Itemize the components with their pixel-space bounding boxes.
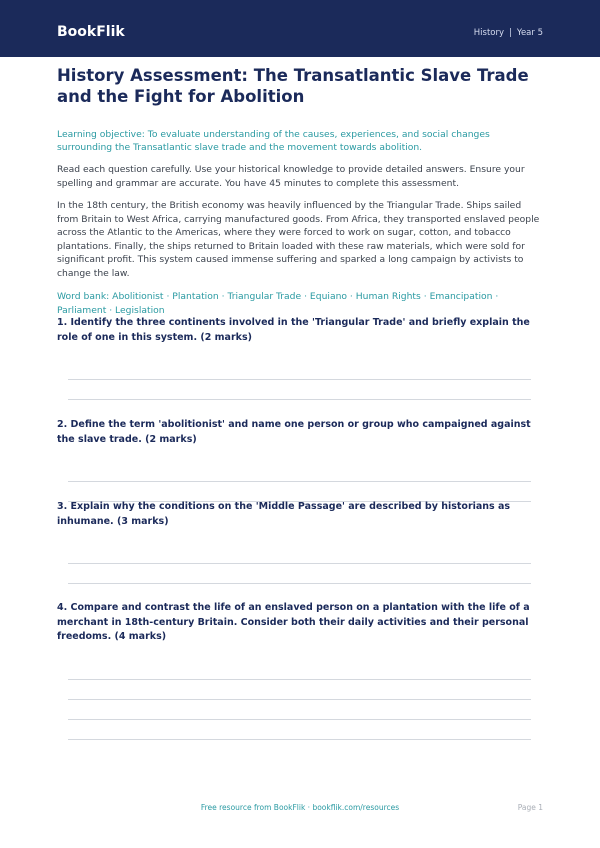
- document-intro: [57, 65, 543, 317]
- year-label: Year 5: [516, 28, 543, 38]
- footer-credit-link[interactable]: Free resource from BookFlik · bookflik.com/resources: [200, 803, 400, 812]
- header-separator: |: [509, 28, 512, 38]
- answer-line[interactable]: [68, 583, 531, 584]
- answer-line[interactable]: [68, 481, 531, 482]
- instructions-paragraph: Read each question carefully. Use your historical knowledge to provide detailed answers. Ensure your spelling and grammar are accurate. You have 45 minutes to complete this assessment.: [57, 164, 525, 189]
- answer-line[interactable]: [68, 399, 531, 400]
- answer-line[interactable]: [68, 739, 531, 740]
- question-3: 3. Explain why the conditions on the 'Middle Passage' are described by historians as inhumane. (3 marks): [57, 501, 511, 527]
- learning-objective: Learning objective: To evaluate understanding of the causes, experiences, and social changes surrounding the Transatlantic slave trade and the movement towards abolition.: [57, 129, 490, 153]
- question-2: 2. Define the term 'abolitionist' and name one person or group who campaigned against the slave trade. (2 marks): [57, 419, 531, 445]
- page-header: [0, 0, 600, 57]
- subject-label: History: [473, 28, 505, 38]
- answer-line[interactable]: [68, 563, 531, 564]
- context-paragraph: In the 18th century, the British economy was heavily influenced by the Triangular Trade. Ships sailed from Britain to West Africa, carrying manufactured goods. From Africa, they transported enslaved people across the Atlantic to the Americas, where they were forced to work on sugar, cotton, and tobacco plantations. Finally, the ships returned to Britain loaded with these raw materials, which were sold for significant profit. This system caused immense suffering and sparked a long campaign by activists to change the law.: [57, 200, 540, 279]
- word-bank: Word bank: Abolitionist · Plantation · Triangular Trade · Equiano · Human Rights · Emancipation · Parliament · Legislation: [57, 291, 499, 316]
- answer-line[interactable]: [68, 719, 531, 720]
- question-1: 1. Identify the three continents involved in the 'Triangular Trade' and briefly explain the role of one in this system. (2 marks): [57, 317, 530, 343]
- answer-line[interactable]: [68, 699, 531, 700]
- answer-line[interactable]: [68, 679, 531, 680]
- page-title: History Assessment: The Transatlantic Slave Trade and the Fight for Abolition: [57, 66, 529, 106]
- brand-logo: BookFlik: [57, 24, 125, 40]
- answer-line[interactable]: [68, 379, 531, 380]
- page-number: Page 1: [517, 803, 543, 812]
- question-4: 4. Compare and contrast the life of an enslaved person on a plantation with the life of a merchant in 18th-century Britain. Consider both their daily activities and their personal freedoms. (4 marks): [57, 602, 530, 642]
- header-meta: [474, 27, 543, 39]
